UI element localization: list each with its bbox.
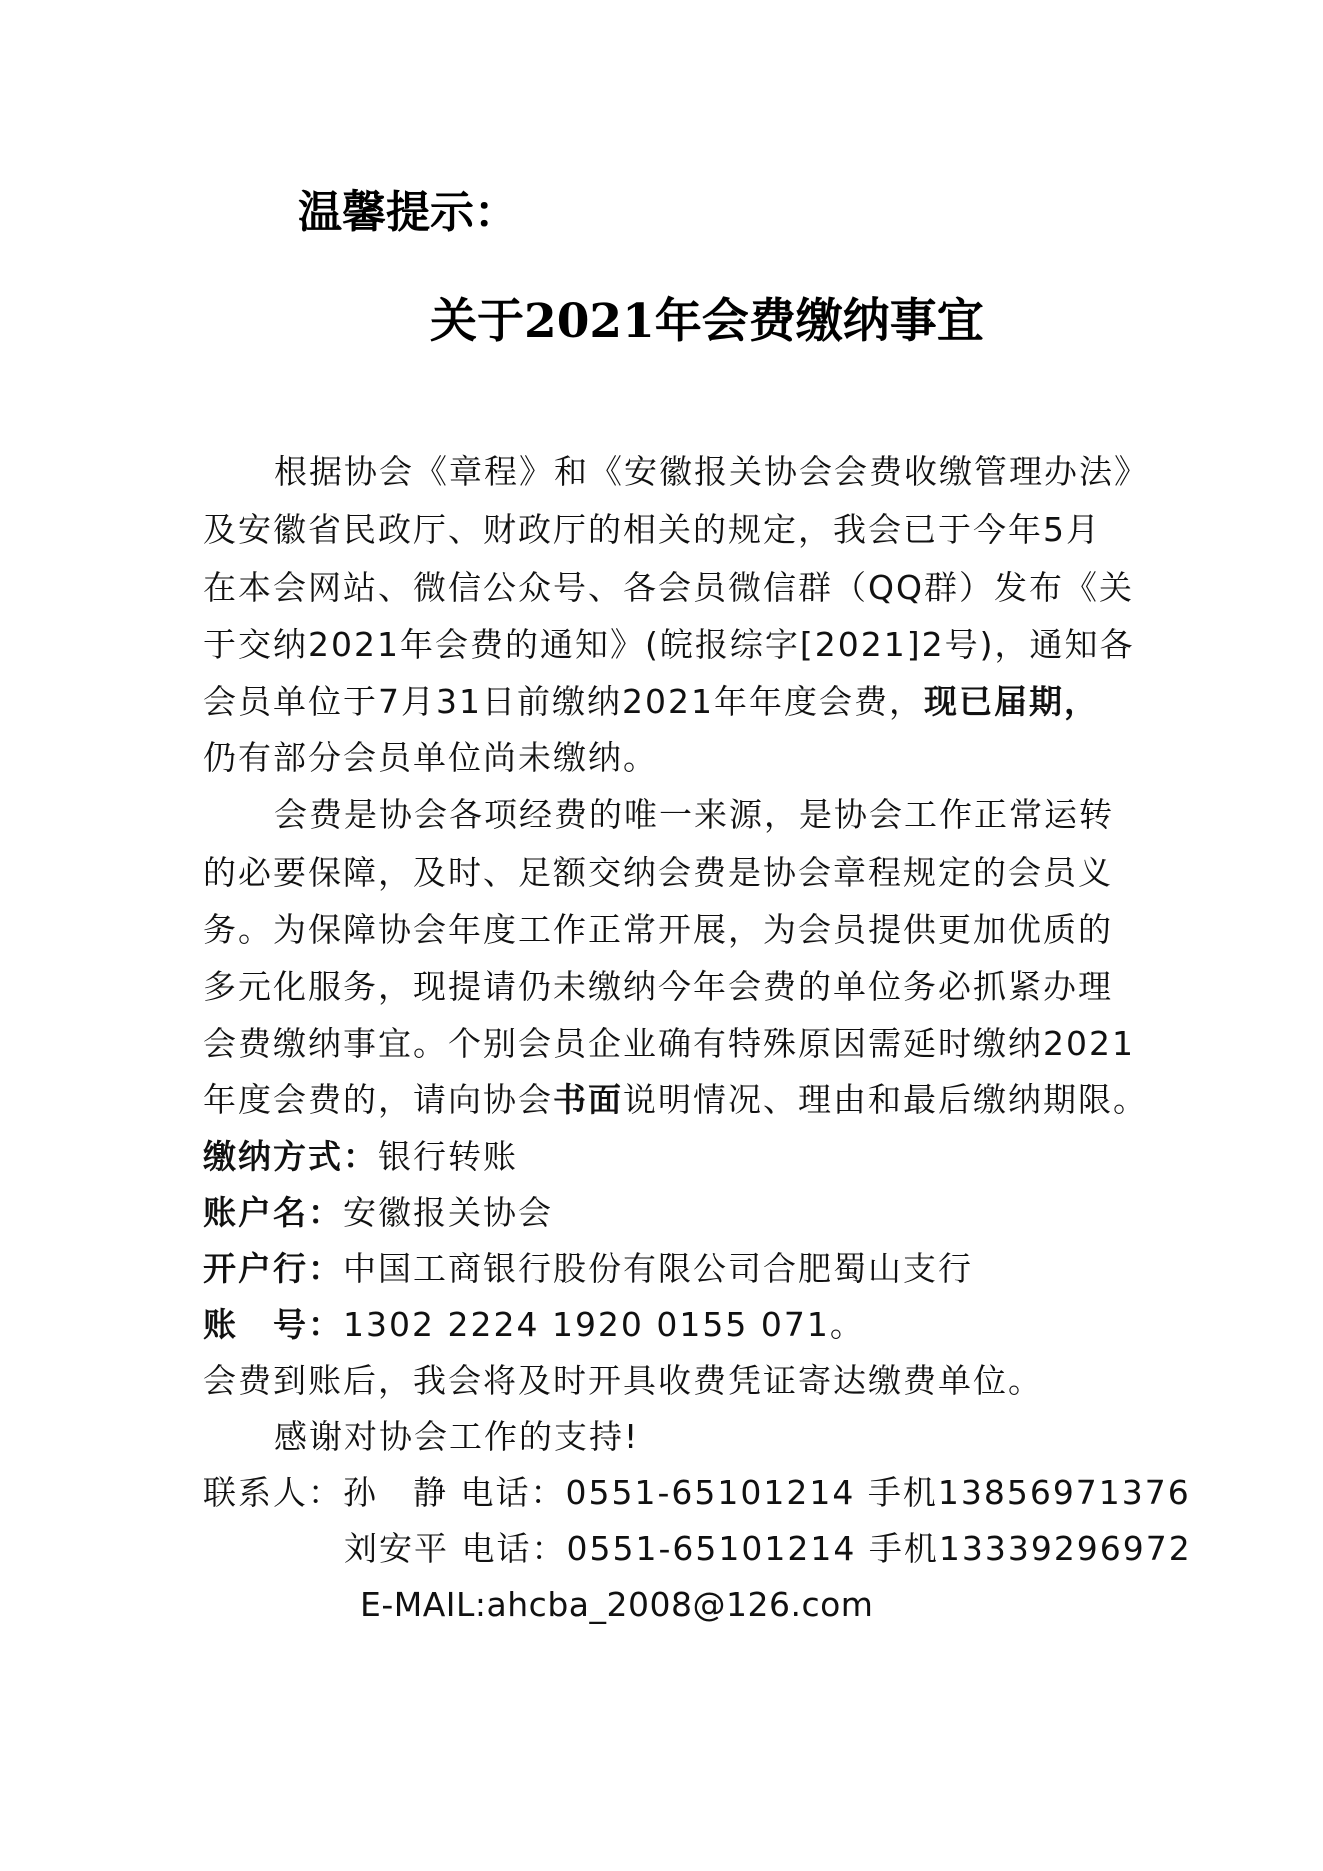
receipt-note: 会费到账后，我会将及时开具收费凭证寄达缴费单位。 — [203, 1361, 1043, 1400]
bank-row — [203, 1241, 973, 1297]
paragraph-line: 会费缴纳事宜。个别会员企业确有特殊原因需延时缴纳2021 — [203, 1024, 1135, 1063]
account-name-label: 账户名： — [203, 1193, 343, 1232]
paragraph-line: 于交纳2021年会费的通知》(皖报综字[2021]2号)，通知各 — [203, 625, 1135, 664]
account-name-row — [203, 1185, 553, 1241]
account-number-label: 账 号： — [203, 1305, 343, 1344]
paragraph-line: 在本会网站、微信公众号、各会员微信群（QQ群）发布《关 — [203, 568, 1134, 607]
contact-label: 联系人： — [203, 1473, 343, 1512]
document-title: 关于2021年会费缴纳事宜 — [430, 294, 984, 349]
account-number-row — [203, 1297, 865, 1353]
payment-method-row — [203, 1129, 518, 1185]
contact-person: 刘安平 电话：0551-65101214 手机13339296972 — [344, 1529, 1192, 1568]
paragraph-line: 会费是协会各项经费的唯一来源，是协会工作正常运转 — [274, 795, 1114, 834]
payment-method-value: 银行转账 — [378, 1137, 518, 1176]
paragraph-line: 多元化服务，现提请仍未缴纳今年会费的单位务必抓紧办理 — [203, 967, 1113, 1006]
paragraph-line: 务。为保障协会年度工作正常开展，为会员提供更加优质的 — [203, 910, 1113, 949]
emphasis-text: 书面 — [553, 1080, 623, 1119]
paragraph-line — [203, 1072, 1148, 1128]
paragraph-text: 说明情况、理由和最后缴纳期限。 — [623, 1080, 1148, 1119]
bank-value: 中国工商银行股份有限公司合肥蜀山支行 — [343, 1249, 973, 1288]
paragraph-line — [203, 674, 1099, 730]
paragraph-text: 会员单位于7月31日前缴纳2021年年度会费， — [203, 682, 924, 721]
account-number-value: 1302 2224 1920 0155 071。 — [343, 1305, 865, 1344]
notice-label: 温馨提示： — [298, 187, 518, 238]
bank-label: 开户行： — [203, 1249, 343, 1288]
paragraph-line: 的必要保障，及时、足额交纳会费是协会章程规定的会员义 — [203, 853, 1113, 892]
account-name-value: 安徽报关协会 — [343, 1193, 553, 1232]
contact-email: E-MAIL:ahcba_2008@126.com — [360, 1585, 874, 1624]
emphasis-text: 现已届期， — [923, 682, 1099, 721]
contact-row — [203, 1465, 1191, 1521]
paragraph-line: 及安徽省民政厅、财政厅的相关的规定，我会已于今年5月 — [203, 510, 1101, 549]
paragraph-line: 仍有部分会员单位尚未缴纳。 — [203, 738, 658, 777]
paragraph-line: 根据协会《章程》和《安徽报关协会会费收缴管理办法》 — [274, 452, 1149, 491]
payment-method-label: 缴纳方式： — [203, 1137, 378, 1176]
thanks-note: 感谢对协会工作的支持! — [274, 1417, 640, 1456]
paragraph-text: 年度会费的，请向协会 — [203, 1080, 553, 1119]
contact-person: 孙 静 电话：0551-65101214 手机13856971376 — [343, 1473, 1191, 1512]
